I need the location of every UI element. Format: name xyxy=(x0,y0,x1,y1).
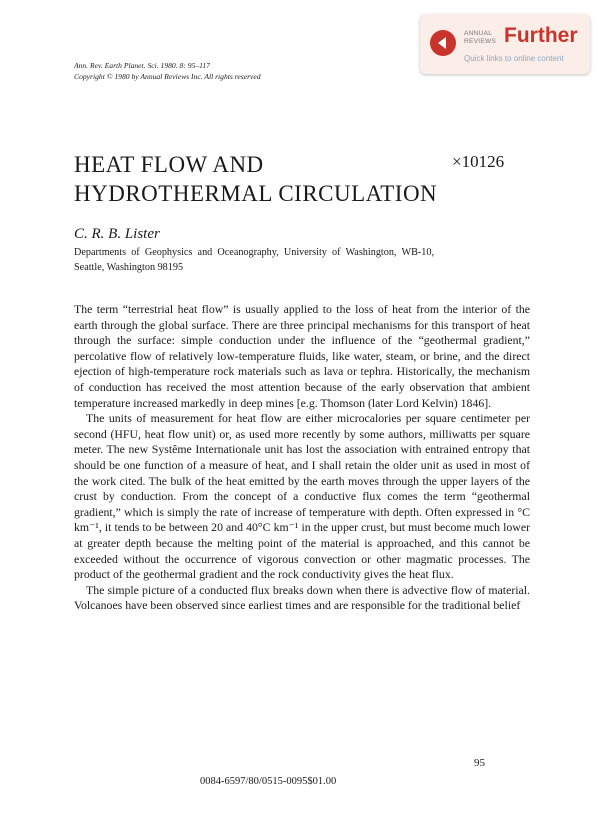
back-arrow-icon xyxy=(430,30,456,56)
article-body xyxy=(74,302,530,614)
article-code: ×10126 xyxy=(452,152,505,171)
badge-further: Further xyxy=(504,24,578,47)
paragraph-1: The term “terrestrial heat flow” is usually applied to the loss of heat from the interior of the earth through the global surface. There are three principal mechanisms for this transport of heat through the surface: simple conduction under the influence of the “geothermal gradient,” percolative flow of relatively low-temperature fluids, like water, steam, or brine, and the direct ejection of high-temperature rock materials such as lava or tephra. Historically, the mechanism of conduction has received the most attention because of the early observation that ambient temperature increased markedly in deep mines [e.g. Thomson (later Lord Kelvin) 1846]. xyxy=(74,302,530,410)
badge-subtitle: Quick links to online content xyxy=(464,54,564,63)
article-affiliation: Departments of Geophysics and Oceanography, University of Washington, WB-10, Seattle, Washington 98195 xyxy=(74,247,434,273)
title-line-1: HEAT FLOW AND xyxy=(74,152,264,177)
journal-copyright: Copyright © 1980 by Annual Reviews Inc. All rights reserved xyxy=(74,72,261,81)
journal-citation: Ann. Rev. Earth Planet. Sci. 1980. 8: 95–117 xyxy=(74,61,210,70)
page-number: 95 xyxy=(474,757,485,769)
title-line-2: HYDROTHERMAL CIRCULATION xyxy=(74,181,438,206)
article-author: C. R. B. Lister xyxy=(74,226,160,242)
footer-code: 0084-6597/80/0515-0095$01.00 xyxy=(200,776,337,787)
paragraph-3: The simple picture of a conducted flux breaks down when there is advective flow of material. Volcanoes have been observed since earliest times and are responsible for the traditional belief xyxy=(74,582,530,613)
badge-publisher: ANNUAL REVIEWS xyxy=(464,30,497,45)
further-links-badge[interactable] xyxy=(420,14,590,74)
paragraph-2: The units of measurement for heat flow are either microcalories per square centimeter per second (HFU, heat flow unit) or, as used more recently by some authors, milliwatts per square meter. The new Systême Internationale unit has lost the association with entrained entropy that should be one function of a measure of heat, and I shall retain the older unit as used in most of the work cited. The bulk of the heat emitted by the earth moves through the upper layers of the crust by conduction. From the concept of a conductive flux comes the term “geothermal gradient,” which is simply the rate of increase of temperature with depth. Often expressed in °C km⁻¹, it tends to be between 20 and 40°C km⁻¹ in the upper crust, but must become much lower at greater depth because the melting point of the material is approached, and this cannot be exceeded without the occurrence of vigorous convection or other magmatic processes. The product of the geothermal gradient and the rock conductivity gives the heat flux. xyxy=(74,411,530,582)
journal-meta xyxy=(74,60,261,82)
